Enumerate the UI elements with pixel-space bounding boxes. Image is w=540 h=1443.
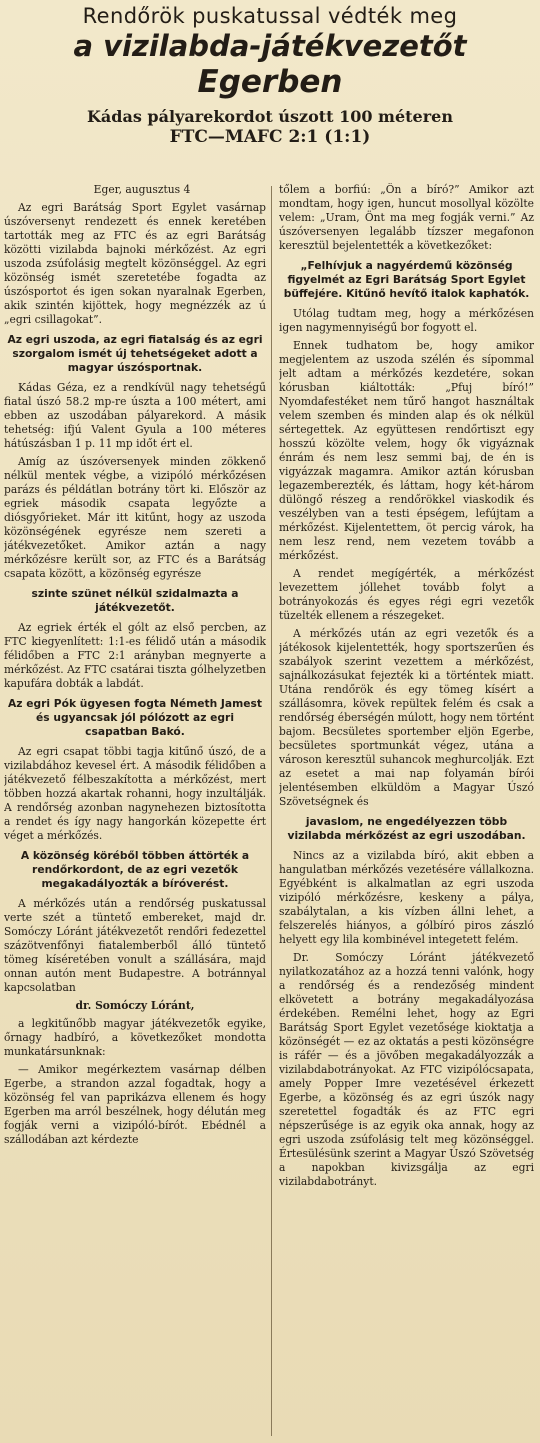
paragraph: Ennek tudhatom be, hogy amikor megjelentem az uszoda szélén és sípommal jelt adtam a mérkőzés kezdetére, sokan kórusban kiáltották: „Pfuj bíró!” Nyomdafestéket nem tűrő hangot használtak velem szemben és minden alap és ok nélkül sértegettek. Az együttesen rendőrtiszt egy hosszú közölte velem, hogy ők vigyáznak énrám és nem lesz semmi baj, de én is vigyázzak magamra. Amikor aztán kórusban legazemberezték, és láttam, hogy két-három dülöngő részeg a rendőrökkel viaskodik és veszélyben van a testi épségem, lefújtam a mérkőzést. Kijelentettem, öt percig várok, ha nem lesz rend, nem vezetem tovább a mérkőzést. <box>279 339 534 562</box>
subheading: Az egri Pók ügyesen fogta Németh Jamest és ugyancsak jól pólózott az egri csapatban Bakó. <box>8 697 262 738</box>
subheading: szinte szünet nélkül szidalmazta a játékvezetőt. <box>31 587 239 614</box>
paragraph: Az egri csapat többi tagja kitűnő úszó, de a vizilabdához kevesel ért. A második félidőben a játékvezető félbeszakította a mérkőzést, mert többen hozzá akartak rohanni, hogy inzultálják. A rendőrség azonban nagynehezen biztosította a rendet és így nagy hangorkán közepette ért véget a mérkőzés. <box>4 745 266 842</box>
paragraph: Amíg az úszóversenyek minden zökkenő nélkül mentek végbe, a vizipóló mérkőzésen parázs és példátlan botrány tört ki. Először az egriek második csapata legyőzte a diósgyőrieket. Már itt kitűnt, hogy az uszoda közönségének egyrésze nem szereti a játékvezetőket. Amikor aztán a nagy mérkőzésre került sor, az FTC és a Barátság csapata között, a közönség egyrésze <box>4 455 266 580</box>
subheadline-record: Kádas pályarekordot úszott 100 méteren <box>87 107 453 126</box>
paragraph: a legkitűnőbb magyar játékvezetők egyike, őrnagy hadbíró, a következőket mondotta munkatársunknak: <box>4 1017 266 1058</box>
subheading: A közönség köréből többen áttörték a rendőrkordont, de az egri vezetők megakadályozták a bíróverést. <box>20 849 250 890</box>
paragraph: Nincs az a vizilabda bíró, akit ebben a hangulatban mérkőzés vezetésére vállalkozna. Egyébként is alkalmatlan az egri uszoda vizipóló mérkőzésre, keskeny a pálya, szabálytalan, a kis vízben állni lehet, a felszerelés hiányos, a gólbíró piros zászló helyett egy lila kombinével integetett felém. <box>279 849 534 946</box>
paragraph: A mérkőzés után az egri vezetők és a játékosok kijelentették, hogy sportszerűen és szabályok szerint vezettem a mérkőzést, sajnálkozásukat fejezték ki a történtek miatt. Utána rendőrök és egy tömeg kísért a szállásomra, kövek repültek felém és csak a rendőrség éberségén múlott, hogy nem történt bajom. Becsületes sportember eljön Egerbe, becsületes sportmunkát végez, utána a városon keresztül suhancok meghurcolják. Ezt az esetet a mai nap folyamán bírói jelentésemben elküldöm a Magyar Úszó Szövetségnek és <box>279 627 534 808</box>
referee-name: dr. Somóczy Lóránt, <box>75 999 195 1012</box>
dateline: Eger, augusztus 4 <box>93 183 191 196</box>
subheading: javaslom, ne engedélyezzen több vizilabda mérkőzést az egri uszodában. <box>287 815 526 842</box>
paragraph: Utólag tudtam meg, hogy a mérkőzésen igen nagymennyiségű bor fogyott el. <box>279 307 534 334</box>
paragraph: Az egri Barátság Sport Egylet vasárnap úszóversenyt rendezett és ennek keretében tartották meg az FTC és az egri Barátság közötti vizilabda bajnoki mérkőzést. Az egri uszoda zsúfolásig megtelt közönséggel. Az egri közönség ismét szeretetébe fogadta az úszósportot és igen sokan nyaralnak Egerben, akik szintén kijöttek, hogy megnézzék az ú „egri csillagokat”. <box>4 201 266 326</box>
paragraph: A rendet megígérték, a mérkőzést levezettem jóllehet tovább folyt a botrányokozás és egyes régi egri vezetők tüzelték ellenem a részegeket. <box>279 567 534 622</box>
headline-line-2: a vizilabda-játékvezetőt <box>73 29 467 63</box>
article-columns <box>0 183 540 1443</box>
subheading: „Felhívjuk a nagyérdemű közönség figyelmét az Egri Barátság Sport Egylet büffejére. Kitűnő hevítő italok kaphatók. <box>283 259 530 300</box>
subheading: Az egri uszoda, az egri fiatalság és az egri szorgalom ismét új tehetségeket adott a magyar úszósportnak. <box>7 333 263 374</box>
headline-line-3: Egerben <box>197 64 343 100</box>
subheadline-score: FTC—MAFC 2:1 (1:1) <box>169 127 371 147</box>
left-column <box>4 183 266 1439</box>
right-column <box>279 183 534 1439</box>
headline-line-1: Rendőrök puskatussal védték meg <box>82 4 458 28</box>
paragraph: A mérkőzés után a rendőrség puskatussal verte szét a tüntető embereket, majd dr. Somóczy Lóránt játékvezetőt rendőri fedezettel százötvenfőnyi fiatalemberből álló tüntető tömeg kíséretében vonult a szállására, majd onnan autón ment Budapestre. A botránnyal kapcsolatban <box>4 897 266 994</box>
paragraph: Az egriek érték el gólt az első percben, az FTC kiegyenlített: 1:1-es félidő után a második félidőben a FTC 2:1 arányban megnyerte a mérkőzést. Az FTC csatárai tiszta gólhelyzetben kapufára dobták a labdát. <box>4 621 266 690</box>
headline-block <box>0 3 540 148</box>
paragraph: — Amikor megérkeztem vasárnap délben Egerbe, a strandon azzal fogadtak, hogy a közönség fel van paprikázva ellenem és hogy Egerben ma arról beszélnek, hogy délután meg fogják verni a vizipóló-bírót. Ebédnél a szállodában azt kérdezte <box>4 1063 266 1146</box>
paragraph: Kádas Géza, ez a rendkívül nagy tehetségű fiatal úszó 58.2 mp-re úszta a 100 métert, ami ebben az uszodában pályarekord. A másik tehetség: ifjú Valent Gyula a 100 méteres hátúszásban 1 p. 11 mp időt ért el. <box>4 381 266 450</box>
paragraph: tőlem a borfiú: „Ön a bíró?” Amikor azt mondtam, hogy igen, huncut mosollyal közölte velem: „Uram, Önt ma meg fogják verni.” Az úszóversenyen legalább tízszer megafonon keresztül bejelentették a következőket: <box>279 183 534 252</box>
paragraph: Dr. Somóczy Lóránt játékvezető nyilatkozatához az a hozzá tenni valónk, hogy a rendőrség és a rendezőség mindent elkövetett a botrány megakadályozása érdekében. Remélni lehet, hogy az Egri Barátság Sport Egylet vezetősége kioktatja a közönségét — ez az oktatás a pesti közönségre is ráfér — és a jövőben megakadályozzák a vizilabdabotrányokat. Az FTC vizipólócsapata, amely Popper Imre vezetésével érkezett Egerbe, a közönség és az egri úszók nagy szeretettel fogadták és az FTC egri népszerűsége is az egyik oka annak, hogy az egri uszoda zsúfolásig telt meg közönséggel. Értesülésünk szerint a Magyar Úszó Szövetség a napokban kivizsgálja az egri vizilabdabotrányt. <box>279 951 534 1188</box>
